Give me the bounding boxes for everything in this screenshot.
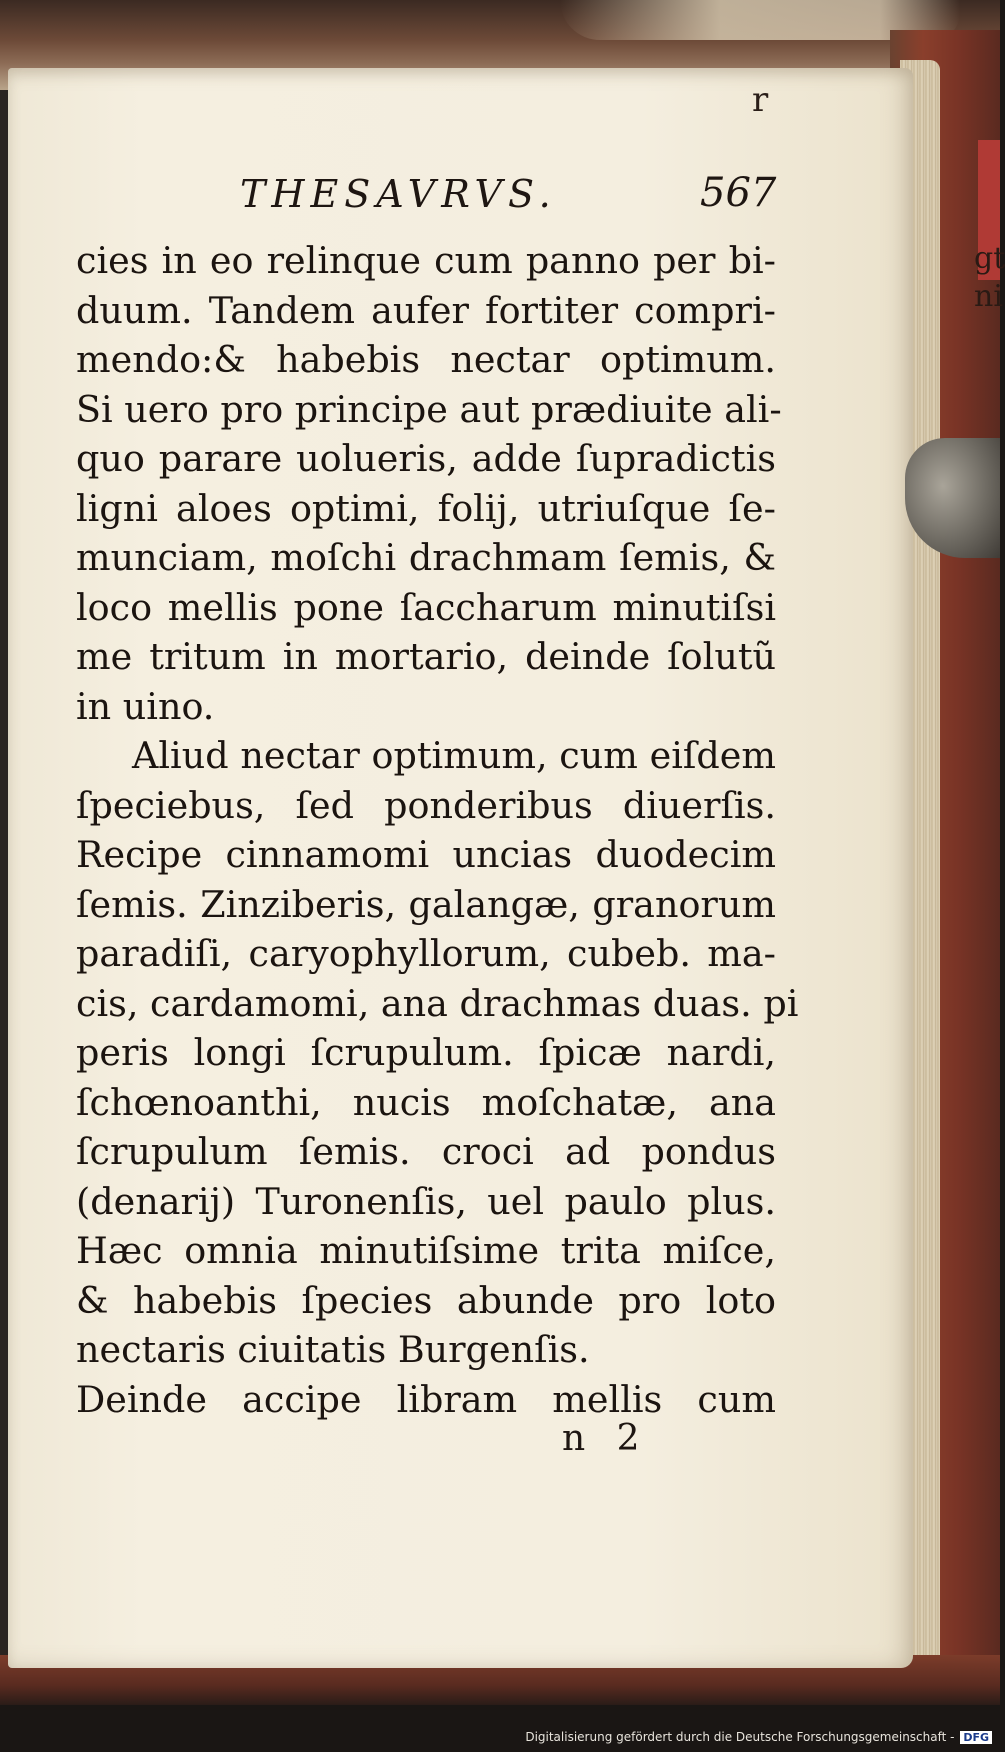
text-line: me tritum in mortario, deinde ſolutũ [76,635,776,678]
stub-line: ni [974,279,1003,314]
footer-credit [525,1730,992,1744]
page-header [90,172,790,232]
text-line: munciam, moſchi drachmam ſemis, & [76,536,776,579]
running-title: THESAVRVS. [240,172,557,216]
body-text [76,236,799,1424]
text-line: mendo:& habebis nectar optimum. [76,338,776,381]
signature-mark: n 2 [562,1418,640,1459]
text-line: quo parare uolueris, adde ſupradictis [76,437,776,480]
text-line: nectaris ciuitatis Burgenſis. [76,1328,590,1371]
text-line: ſpeciebus, ſed ponderibus diuerſis. [76,783,776,827]
spine-mark: r [752,80,769,120]
text-line: (denarij) Turonenſis, uel paulo plus. [76,1179,776,1223]
text-line: Hæc omnia minutiſsime trita miſce, [76,1229,776,1272]
dfg-logo: DFG [960,1731,992,1744]
page-number: 567 [700,170,777,216]
footer-bar [0,1705,1000,1752]
text-line: in uino. [76,684,215,728]
footer-credit-text: Digitalisierung gefördert durch die Deutsche Forschungsgemeinschaft - [525,1730,955,1744]
text-line: Deinde accipe libram mellis cum [76,1377,776,1421]
stub-line: gt [974,241,1005,276]
text-line: ſemis. Zinziberis, galangæ, granorum [76,882,776,926]
text-line: peris longi ſcrupulum. ſpicæ nardi, [76,1031,776,1074]
text-line: paradiſi, caryophyllorum, cubeb. ma- [76,932,776,975]
text-line: Si uero pro principe aut prædiuite ali- [76,387,782,431]
text-line: Recipe cinnamomi uncias duodecim [76,833,776,876]
text-line: & habebis ſpecies abunde pro loto [76,1278,776,1322]
text-line: duum. Tandem aufer fortiter compri- [76,288,776,332]
text-line: ſchœnoanthi, nucis moſchatæ, ana [76,1080,776,1124]
text-line: cis, cardamomi, ana drachmas duas. pi [76,981,799,1025]
text-line: loco mellis pone ſaccharum minutiſsi [76,585,776,629]
text-line: ſcrupulum ſemis. croci ad pondus [76,1130,776,1173]
adjacent-page-stub [974,240,1005,316]
text-line: ligni aloes optimi, folij, utriuſque ſe- [76,486,776,530]
text-line: Aliud nectar optimum, cum eiſdem [132,734,776,777]
text-line: cies in eo relinque cum panno per bi- [76,239,776,282]
